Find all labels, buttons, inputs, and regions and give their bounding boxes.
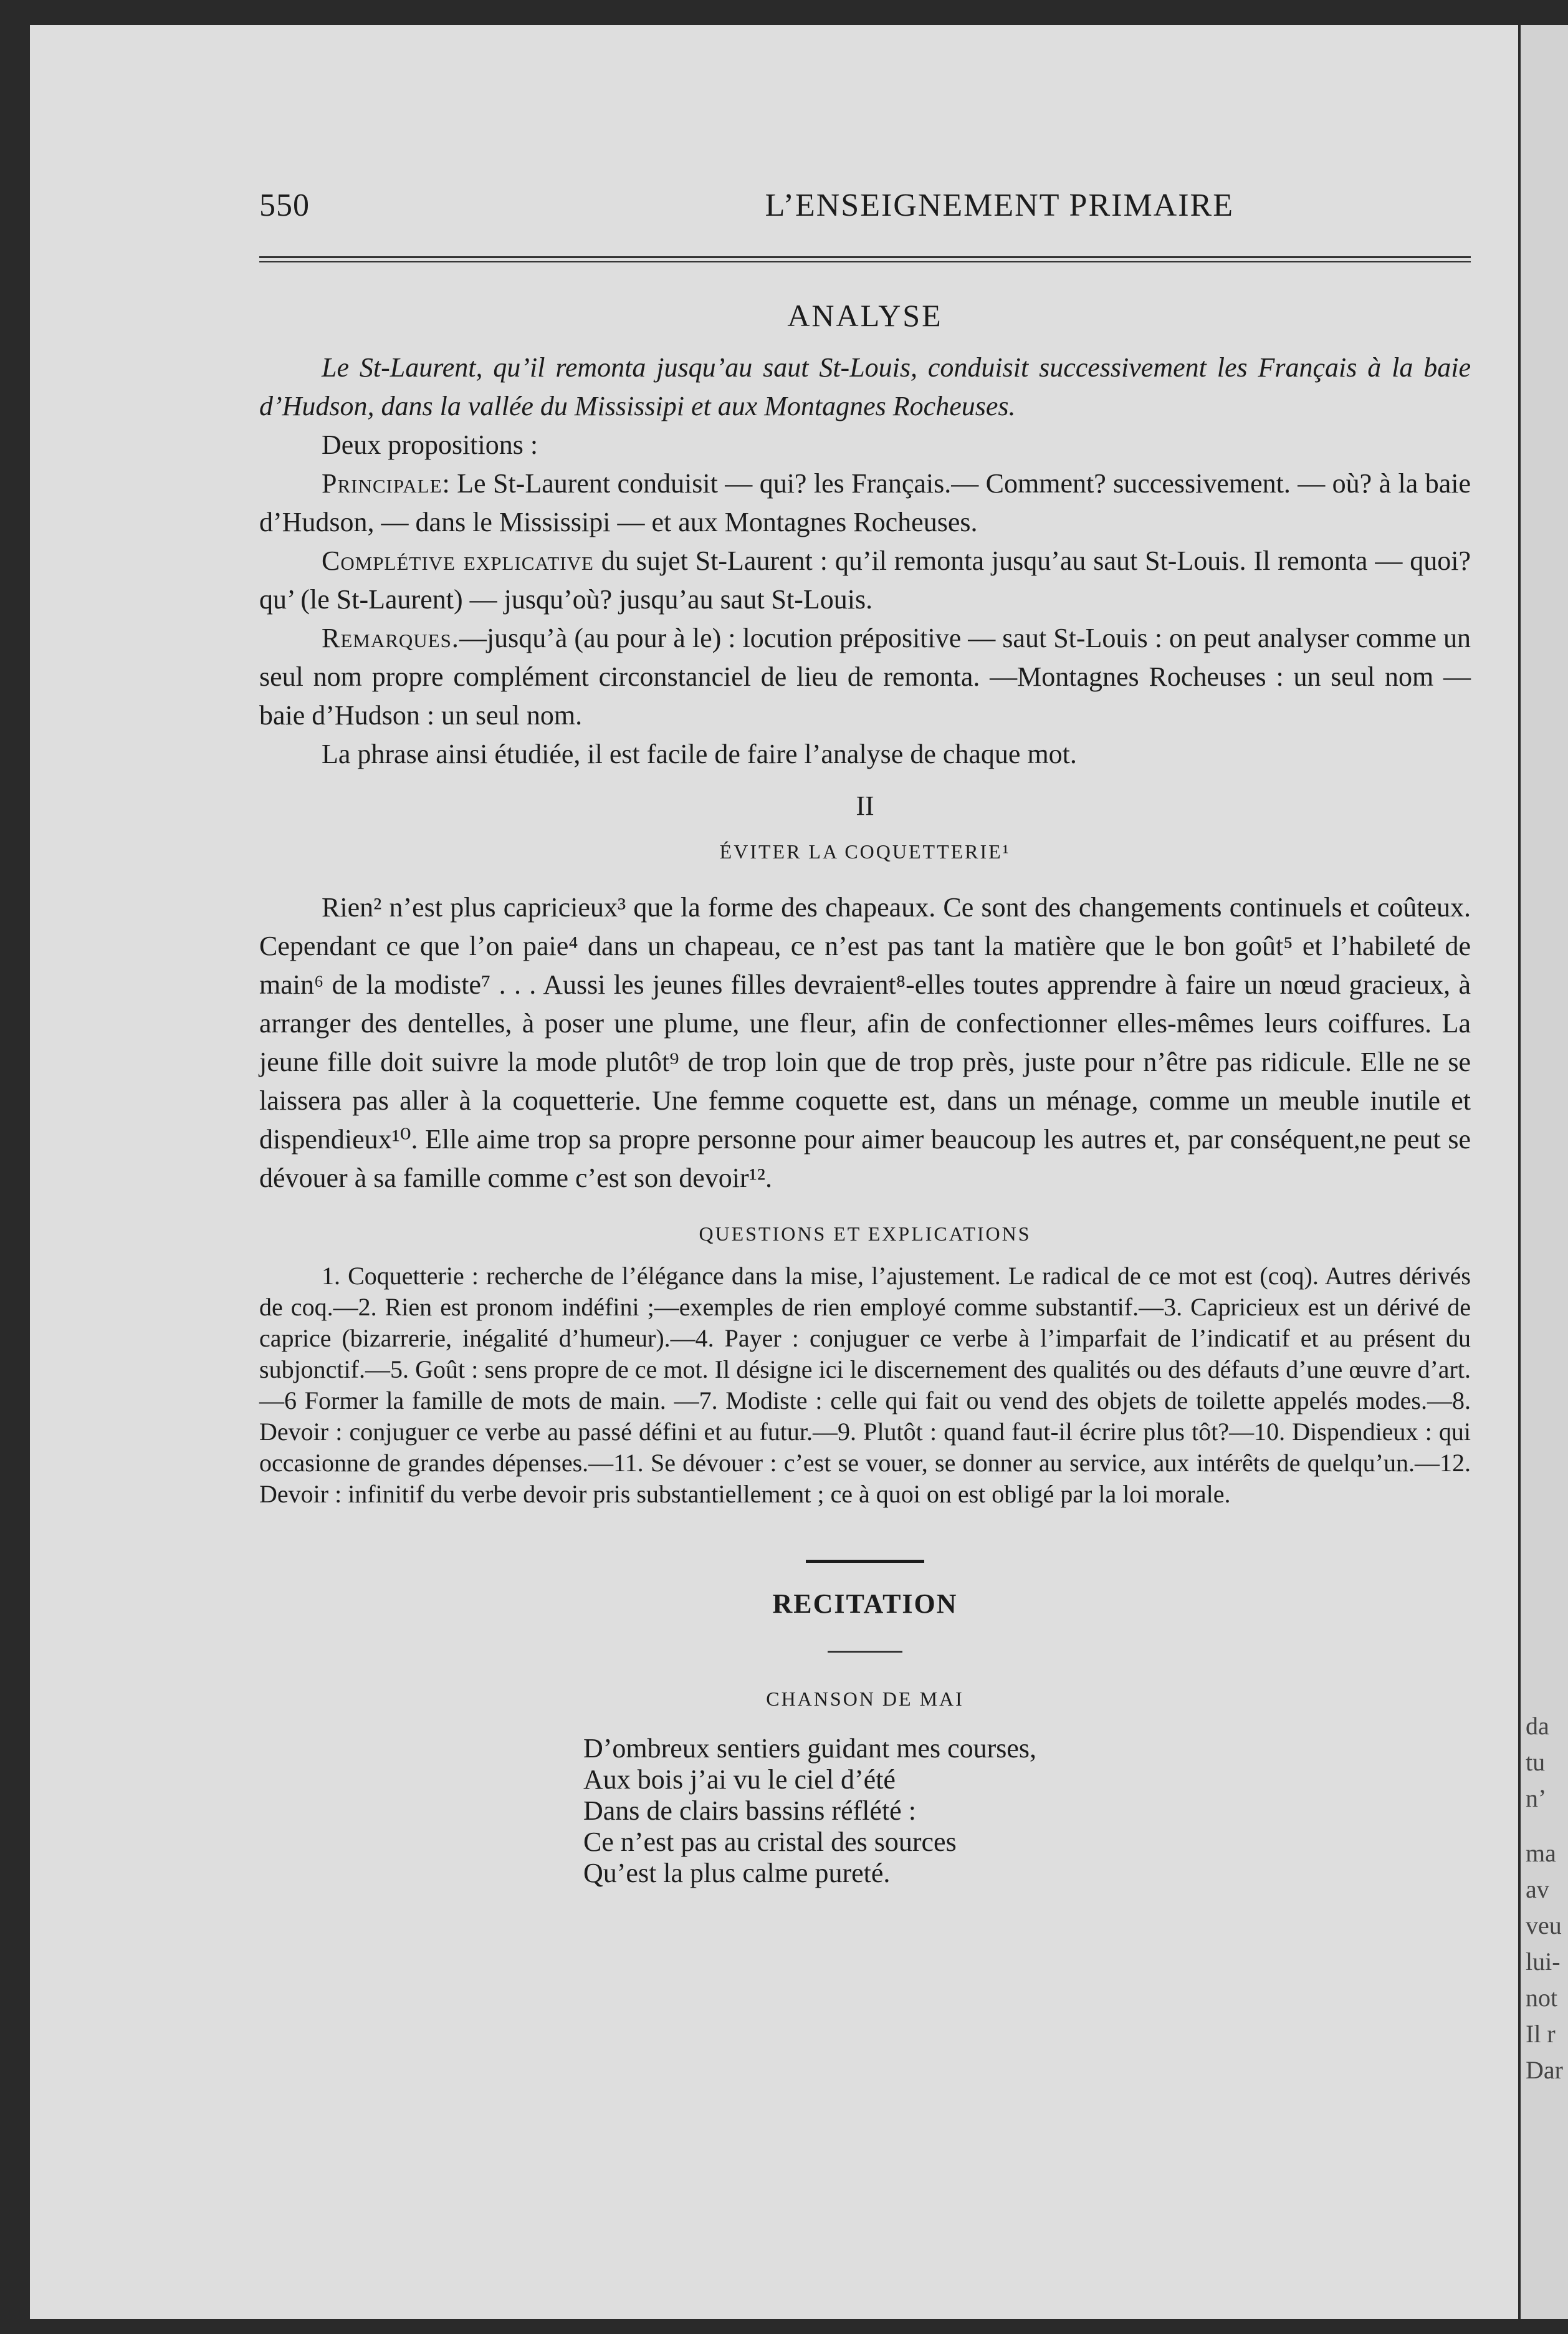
section-numeral: II	[856, 790, 874, 821]
poem-title: CHANSON DE MAI	[766, 1688, 964, 1710]
recitation-title: RECITATION	[772, 1588, 958, 1619]
remarques-paragraph	[259, 619, 1471, 735]
page-content	[259, 187, 1471, 1889]
completive-paragraph	[259, 542, 1471, 619]
fragment: veu	[1526, 1911, 1562, 1939]
header-rule	[259, 256, 1471, 262]
poem-line: Ce n’est pas au cristal des sources	[583, 1827, 957, 1857]
page-number: 550	[259, 188, 310, 223]
poem-line: Qu’est la plus calme pureté.	[583, 1858, 891, 1888]
poem	[583, 1733, 1471, 1889]
running-title: L’ENSEIGNEMENT PRIMAIRE	[765, 188, 1234, 223]
fragment: Dar	[1526, 2056, 1563, 2084]
analyse-title: ANALYSE	[787, 298, 943, 333]
recitation-rule	[806, 1560, 924, 1563]
analyse-sentence: Le St-Laurent, qu’il remonta jusqu’au saut St-Louis, conduisit successivement les Français à la baie d’Hudson, dans la vallée du Mississipi et aux Montagnes Rocheuses.	[259, 352, 1471, 421]
remarques-text: —jusqu’à (au pour à le) : locution prépositive — saut St-Louis : on peut analyser comme un seul nom propre complément circonstanciel de lieu de remonta. —Montagnes Rocheuses : un seul nom — baie d’Hudson : un seul nom.	[259, 623, 1471, 731]
fragment: not	[1526, 1984, 1558, 2012]
questions-title: QUESTIONS ET EXPLICATIONS	[699, 1222, 1031, 1245]
fragment: av	[1526, 1875, 1549, 1903]
fragment: da	[1526, 1712, 1549, 1740]
fragment: ma	[1526, 1839, 1556, 1867]
completive-label: Complétive explicative	[322, 545, 594, 576]
questions-text: 1. Coquetterie : recherche de l’élégance dans la mise, l’ajustement. Le radical de ce mot est (coq). Autres dérivés de coq.—2. Rien est pronom indéfini ;—exemples de rien employé comme substantif.—3. Capricieux est un dérivé de caprice (bizarrerie, inégalité d’humeur).—4. Payer : conjuguer ce verbe à l’imparfait de l’indicatif et au présent du subjonctif.—5. Goût : sens propre de ce mot. Il désigne ici le discernement des qualités ou des défauts d’une œuvre d’art.—6 Former la famille de mots de main. —7. Modiste : celle qui fait ou vend des objets de toilette appelés modes.—8. Devoir : conjuguer ce verbe au passé défini et au futur.—9. Plutôt : quand faut-il écrire plus tôt?—10. Dispendieux : qui occasionne de grandes dépenses.—11. Se dévouer : c’est se vouer, se donner au service, aux intérêts de quelqu’un.—12. Devoir : infinitif du verbe devoir pris substantiellement ; ce à quoi on est obligé par la loi morale.	[259, 1262, 1471, 1508]
fragment: tu	[1526, 1748, 1546, 1776]
principale-label: Principale	[322, 468, 442, 499]
running-head	[259, 187, 1471, 224]
coquetterie-paragraph: Rien² n’est plus capricieux³ que la forme des chapeaux. Ce sont des changements continuels et coûteux. Cependant ce que l’on paie⁴ dans un chapeau, ce n’est pas tant la matière que le bon goût⁵ et l’habileté de main⁶ de la modiste⁷ . . . Aussi les jeunes filles devraient⁸-elles toutes apprendre à faire un nœud gracieux, à arranger des dentelles, à poser une plume, une fleur, afin de confectionner elles-mêmes leurs coiffures. La jeune fille doit suivre la mode plutôt⁹ de trop loin que de trop près, juste pour n’être pas ridicule. Elle ne se laissera pas aller à la coquetterie. Une femme coquette est, dans un ménage, comme un meuble inutile et dispendieux¹⁰. Elle aime trop sa propre personne pour aimer beaucoup les autres et, par conséquent,ne peut se dévouer à sa famille comme c’est son devoir¹².	[259, 892, 1471, 1193]
principale-paragraph	[259, 464, 1471, 542]
poem-rule	[828, 1651, 902, 1653]
remarques-label: Remarques.	[322, 623, 459, 653]
principale-text: : Le St-Laurent conduisit — qui? les Français.— Comment? successivement. — où? à la baie d’Hudson, — dans le Mississipi — et aux Montagnes Rocheuses.	[259, 468, 1471, 537]
section-title: ÉVITER LA COQUETTERIE¹	[719, 840, 1011, 863]
next-page-fragments	[1526, 1708, 1563, 2088]
fragment: lui-	[1526, 1947, 1561, 1976]
fragment: Il r	[1526, 2020, 1556, 2048]
book-page	[30, 25, 1518, 2319]
analyse-deux: Deux propositions :	[322, 430, 538, 460]
poem-line: D’ombreux sentiers guidant mes courses,	[583, 1733, 1037, 1764]
analyse-closing: La phrase ainsi étudiée, il est facile de faire l’analyse de chaque mot.	[322, 739, 1077, 769]
completive-text: du sujet St-Laurent : qu’il remonta jusqu’au saut St-Louis. Il remonta — quoi? qu’ (le St-Laurent) — jusqu’où? jusqu’au saut St-Louis.	[259, 545, 1471, 615]
fragment: n’	[1526, 1784, 1547, 1812]
poem-line: Dans de clairs bassins réflété :	[583, 1795, 916, 1826]
poem-line: Aux bois j’ai vu le ciel d’été	[583, 1764, 896, 1795]
